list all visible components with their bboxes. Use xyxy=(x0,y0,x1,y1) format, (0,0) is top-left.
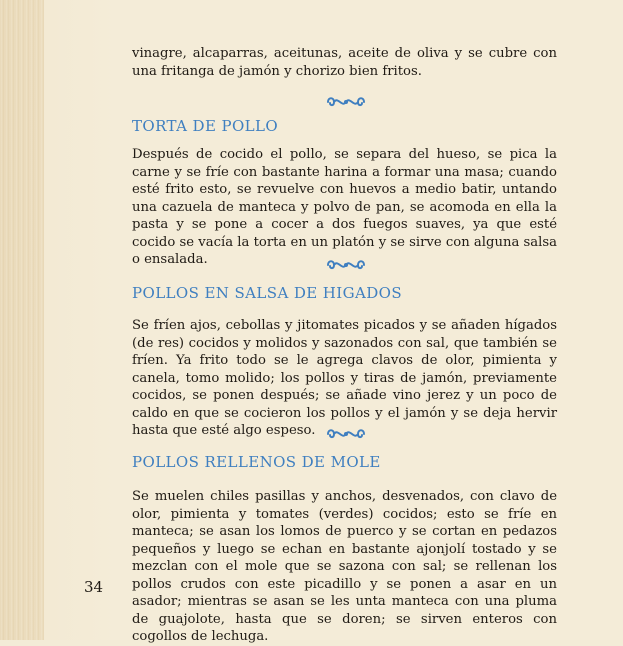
blue-scroll-ornament-icon xyxy=(324,426,368,442)
blue-scroll-ornament-icon xyxy=(324,257,368,273)
recipe-text-torta-de-pollo: Después de cocido el pollo, se separa del hueso, se pica la carne y se fríe con bastante harina a formar una masa; cuando esté frito esto, se revuelve con huevos a medio batir, untando una cazuela de manteca y polvo de pan, se acomoda en ella la pasta y se pone a cocer a dos fuegos suaves, ya que esté cocido se vacía la torta en un platón y se sirve con alguna salsa o ensalada. xyxy=(132,147,557,267)
recipe-text-pollos-rellenos-de-mole: Se muelen chiles pasillas y anchos, desvenados, con clavo de olor, pimienta y tomates (verdes) cocidos; esto se fríe en manteca; se asan los lomos de puerco y se cortan en pedazos pequeños y luego se echan en bastante ajonjolí tostado y se mezclan con el mole que se sazona con sal; se rellenan los pollos crudos con este picadillo y se ponen a asar en un asador; mientras se asan se les unta manteca con una pluma de guajolote, hasta que se doren; se sirven enteros con cogollos de lechuga. xyxy=(132,489,557,644)
blue-scroll-ornament-icon xyxy=(324,94,368,110)
recipe-title-pollos-rellenos-de-mole: POLLOS RELLENOS DE MOLE xyxy=(132,453,381,471)
intro-paragraph: vinagre, alcaparras, aceitunas, aceite de oliva y se cubre con una fritanga de jamón y chorizo bien fritos. xyxy=(132,46,557,79)
recipe-text-pollos-en-salsa-de-higados: Se fríen ajos, cebollas y jitomates picados y se añaden hígados (de res) cocidos y molidos y sazonados con sal, que también se fríen. Ya frito todo se le agrega clavos de olor, pimienta y canela, tomo molido; los pollos y tiras de jamón, previamente cocidos, se ponen después; se añade vino jerez y un poco de caldo en que se cocieron los pollos y el jamón y se deja hervir hasta que esté algo espeso. xyxy=(132,318,557,438)
page-edge-stack xyxy=(0,0,44,640)
recipe-title-torta-de-pollo: TORTA DE POLLO xyxy=(132,117,279,135)
recipe-title-pollos-en-salsa-de-higados: POLLOS EN SALSA DE HIGADOS xyxy=(132,284,403,302)
page-number: 34 xyxy=(84,578,104,596)
